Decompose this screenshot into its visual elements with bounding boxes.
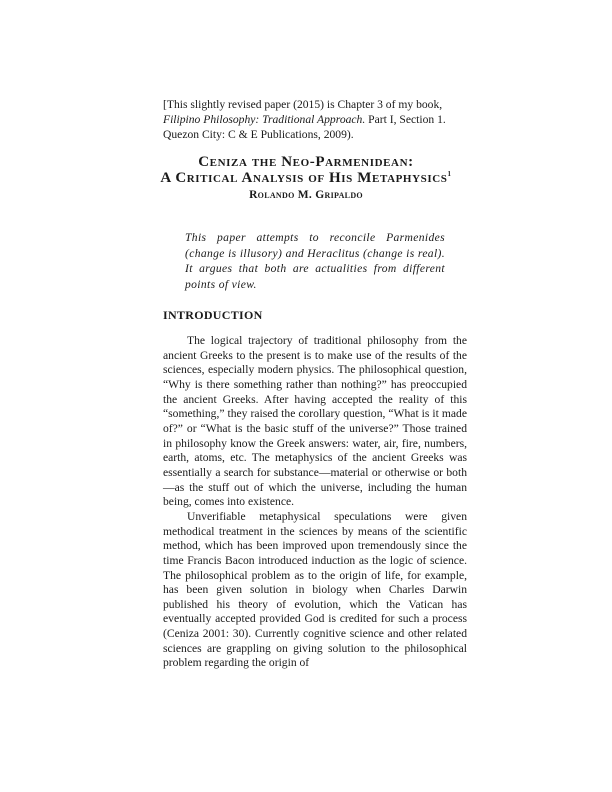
paragraph-1: The logical trajectory of traditional philosophy from the ancient Greeks to the present is to make use of the results of the sciences, especially modern physics. The philosophical question, “Why is there something rather than nothing?” has preoccupied the ancient Greeks. After having accepted the reality of this “something,” they raised the corollary question, “What is it made of?” or “What is the basic stuff of the universe?” Those trained in philosophy know the Greek answers: water, air, fire, numbers, earth, atoms, etc. The metaphysics of the ancient Greeks was essentially a search for substance—material or otherwise or both—as the stuff out of which the universe, including the human being, comes into existence.: [163, 334, 467, 509]
footnote-marker[interactable]: 1: [447, 170, 452, 178]
paper-title-text: A Critical Analysis of His Metaphysics: [160, 170, 448, 186]
section-heading: INTRODUCTION: [163, 308, 263, 322]
body-text: [163, 334, 467, 671]
abstract: This paper attempts to reconcile Parmenides (change is illusory) and Heraclitus (change is real). It argues that both are actualities from different points of view.: [185, 231, 445, 291]
paper-title-line-2: [0, 170, 612, 187]
note-text-before: [This slightly revised paper (2015) is Chapter 3 of my book,: [163, 98, 443, 111]
paper-title-line-1: Ceniza the Neo-Parmenidean:: [198, 154, 414, 170]
author-name: Rolando M. Gripaldo: [249, 189, 363, 201]
paragraph-2: Unverifiable metaphysical speculations were given methodical treatment in the sciences by means of the scientific method, which has been improved upon tremendously since the time Francis Bacon introduced induction as the logic of science. The philosophical problem as to the origin of life, for example, has been given solution in biology when Charles Darwin published his theory of evolution, which the Vatican has eventually accepted provided God is credited for such a process (Ceniza 2001: 30). Currently cognitive science and other related sciences are grappling on giving solution to the philosophical problem regarding the origin of: [163, 509, 467, 670]
publication-note: [163, 97, 473, 142]
note-text-after: Part I, Section 1. Quezon City: C & E Publications, 2009).: [163, 113, 446, 141]
book-title: Filipino Philosophy: Traditional Approach.: [163, 113, 366, 126]
